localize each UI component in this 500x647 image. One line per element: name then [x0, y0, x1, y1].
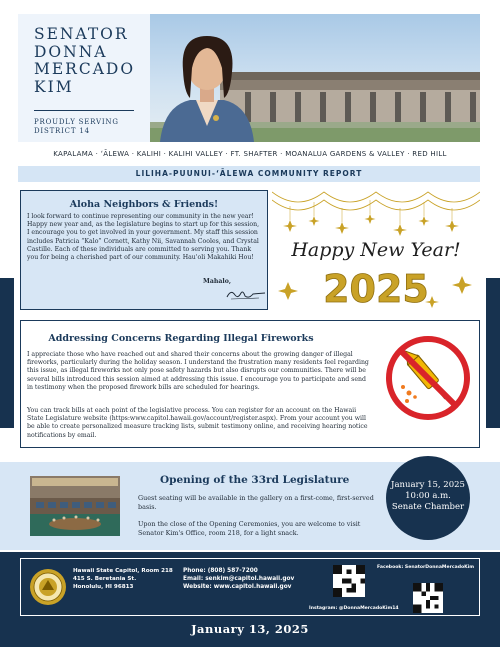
event-time: 10:00 a.m.: [405, 491, 451, 501]
fireworks-paragraph: I appreciate those who have reached out and shared their concerns about the growing danger of illegal fireworks, particularly during the holiday season. I understand the frustration many residents feel regarding this issue, as illegal fireworks not only pose safety hazards but also disrupts our communities. There will be several bills introduced this session aimed at addressing this issue. I encourage you to participate and send in testimony when the proposed firework bills are scheduled for hearings.: [27, 351, 369, 391]
fireworks-section: [20, 320, 480, 448]
district-neighborhoods: KAPALAMA · ʻĀLEWA · KALIHI · KALIHI VALLEY · FT. SHAFTER · MOANALUA GARDENS & VALLEY · RED HILL: [53, 150, 447, 158]
new-year-graphic: [272, 186, 480, 314]
aloha-body: I look forward to continue representing our community in the new year! Happy new year and, as the legislature begins to start up for this session, I encourage you to get involved in your government. My staff this session includes Patricia “Kalo” Cornett, Kathy Nii, Savannah Cooles, and Crystal Castille. Each of these individuals are committed to serving you. Thank you for being a cherished part of our community. Hau'oli Makahiki Hou!: [27, 213, 260, 262]
event-date-badge: [386, 456, 470, 540]
senate-chamber-photo: [30, 476, 120, 536]
address-line: Hawaii State Capitol, Room 218: [73, 568, 173, 574]
event-date: January 15, 2025: [391, 480, 465, 490]
side-accent-right: [486, 278, 500, 428]
no-fireworks-icon: [385, 335, 471, 421]
new-year-greeting: Happy New Year!: [291, 239, 461, 261]
fireworks-paragraph: You can track bills at each point of the legislative process. You can register for an account on the Hawaii State Legislature website (https:www.capitol.hawaii.gov/account/register.aspx). From your account you will be able to create personalized measure tracking lists, submit testimony online, and receiving hearing notice notifications by email.: [27, 407, 368, 439]
signature-image: [225, 287, 267, 301]
state-seal-icon: [29, 568, 67, 606]
email-address[interactable]: Email: senkim@capitol.hawaii.gov: [183, 576, 295, 582]
address-line: 415 S. Beretania St.: [73, 576, 137, 582]
side-accent-left: [0, 278, 14, 428]
subtitle-line: PROUDLY SERVING: [34, 118, 119, 126]
office-address: [73, 567, 173, 591]
subtitle-line: DISTRICT 14: [34, 127, 90, 135]
title-block: [18, 14, 150, 142]
instagram-qr-code-icon: [333, 565, 365, 597]
website-link[interactable]: Website: www.capitol.hawaii.gov: [183, 584, 292, 590]
issue-date: January 13, 2025: [191, 622, 309, 636]
facebook-qr-code-icon: [413, 583, 443, 613]
phone-number: Phone: (808) 587-7200: [183, 568, 258, 574]
address-line: Honolulu, HI 96813: [73, 584, 134, 590]
legislature-paragraph: Upon the close of the Opening Ceremonies, you are welcome to visit Senator Kim's Office, room 218, for a light snack.: [138, 520, 361, 537]
contact-box: [20, 558, 480, 616]
aloha-closing: Mahalo,: [203, 278, 231, 285]
chamber-image: [30, 476, 120, 536]
event-location: Senate Chamber: [391, 502, 465, 512]
district-subtitle: [34, 118, 119, 136]
title-divider: [34, 110, 134, 111]
report-title-bar: LILIHA-PUUNUI-ʻĀLEWA COMMUNITY REPORT: [18, 166, 480, 182]
senator-photo-capitol: [150, 14, 480, 142]
aloha-title: Aloha Neighbors & Friends!: [69, 199, 219, 210]
facebook-handle: Facebook: SenatorDonnaMercadoKim: [377, 565, 475, 570]
legislature-paragraph: Guest seating will be available in the gallery on a first-come, first-served basis.: [138, 494, 374, 511]
header: [18, 14, 480, 142]
contact-info: [183, 567, 294, 591]
footer: [0, 552, 500, 647]
aloha-message-box: [20, 190, 268, 310]
capitol-building-image: [150, 14, 480, 142]
legislature-title: Opening of the 33rd Legislature: [160, 474, 350, 486]
new-year-decoration: [272, 186, 480, 314]
instagram-handle: Instagram: @DonnaMercadoKim14: [309, 606, 399, 611]
fireworks-title: Addressing Concerns Regarding Illegal Fireworks: [48, 333, 314, 344]
new-year-2025: 2025: [323, 267, 429, 311]
senator-name: SENATOR DONNA MERCADO KIM: [34, 25, 136, 96]
